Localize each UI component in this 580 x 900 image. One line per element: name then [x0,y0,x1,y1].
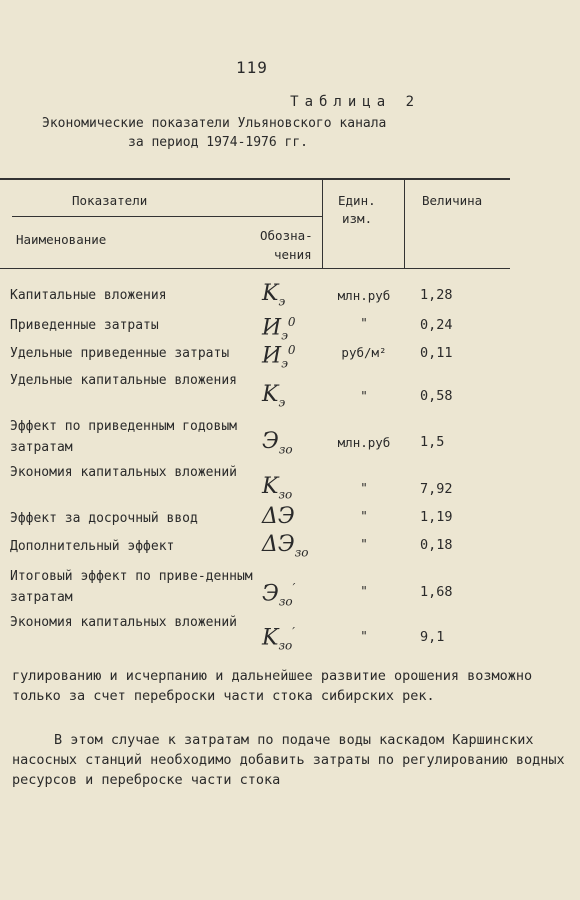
row-unit: " [360,388,368,403]
header-unit-2: изм. [342,211,373,226]
row-label: Экономия капитальных вложений [10,465,237,480]
table-title-line1: Экономические показатели Ульяновского канала [42,116,387,131]
row-unit: млн.руб [337,435,391,450]
row-value: 0,58 [420,388,453,404]
paragraph-1: гулированию и исчерпанию и дальнейшее развитие орошения возможно только за счет переброски части стока сибирских рек. [12,668,533,704]
row-unit: руб/м² [341,345,387,360]
row-value: 0,18 [420,537,453,553]
table-top-rule [0,178,510,180]
row-unit: " [360,480,368,495]
row-value: 0,11 [420,345,453,361]
row-symbol: $K_э$ [262,382,286,410]
header-indicators: Показатели [72,193,148,208]
row-symbol: ΔЭ [262,504,295,529]
row-value: 1,68 [420,584,453,600]
row-symbol: $Э_{зо}$ [262,429,293,457]
header-name: Наименование [16,232,107,247]
row-label: Дополнительный эффект [10,539,175,554]
row-value: 9,1 [420,629,445,645]
table-label: Таблица 2 [290,94,420,110]
row-label: Удельные приведенные затраты [10,346,230,361]
table-title-line2: за период 1974-1976 гг. [128,135,309,150]
row-symbol: $\Delta Э_{зо}$ [262,532,309,560]
header-designation-1: Обозна- [260,228,313,243]
row-label: Экономия капитальных вложений [10,615,237,630]
row-label: Капитальные вложения [10,288,167,303]
row-value: 1,19 [420,509,453,525]
header-designation-2: чения [274,247,312,262]
row-symbol: $K_{зо}$ [262,474,293,502]
row-unit: " [360,536,368,551]
row-symbol: $Э_{зо}'$ [262,581,296,609]
row-symbol: $И_э^0$ [262,315,296,343]
row-unit: " [360,508,368,523]
row-value: 1,28 [420,287,453,303]
paragraph-2: В этом случае к затратам по подаче воды каскадом Каршинских насосных станций необходимо добавить затраты по регулированию водных ресурсов и переброске части стока [12,732,565,788]
row-label: Удельные капитальные вложения [10,373,237,388]
header-value: Величина [422,193,483,208]
header-unit-1: Един. [338,193,376,208]
row-unit: " [360,628,368,643]
row-value: 7,92 [420,481,453,497]
table-header-rule [0,268,510,269]
header-sub-rule [12,216,322,217]
row-unit: млн.руб [337,288,391,303]
row-unit: " [360,583,368,598]
row-label: Итоговый эффект по приве-денным затратам [10,569,253,605]
row-value: 1,5 [420,434,445,450]
page-number: 119 [236,58,268,77]
header-divider-1 [322,178,323,268]
row-symbol: $K_{зо}'$ [262,625,295,653]
row-label: Эффект за досрочный ввод [10,511,198,526]
row-label: Приведенные затраты [10,318,159,333]
row-symbol: $K_э$ [262,281,286,309]
row-value: 0,24 [420,317,453,333]
row-symbol: $И_э^0$ [262,343,296,371]
row-label: Эффект по приведенным годовым затратам [10,419,237,455]
header-divider-2 [404,178,405,268]
row-unit: " [360,315,368,330]
